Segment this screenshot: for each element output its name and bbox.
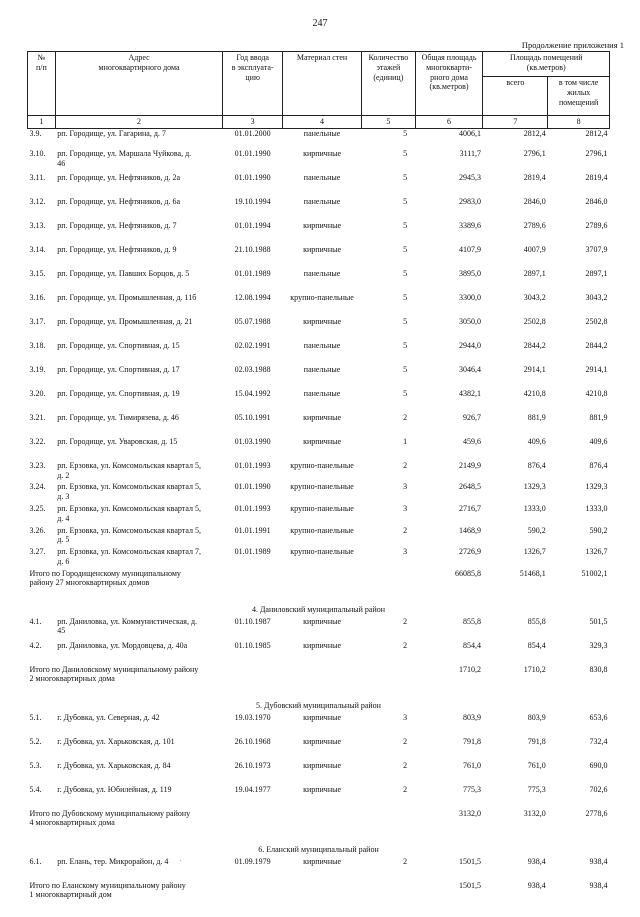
row-number: 3.15. xyxy=(29,268,46,278)
row-all-area: 1326,7 xyxy=(523,547,546,557)
row-floors: 5 xyxy=(403,388,408,398)
table-row xyxy=(28,617,610,641)
row-year: 02.02.1991 xyxy=(234,340,271,350)
total-row xyxy=(28,881,610,917)
row-material: кирпичные xyxy=(303,244,342,254)
row-year: 01.10.1985 xyxy=(234,640,271,650)
row-year: 26.10.1973 xyxy=(234,760,271,770)
row-living-area: 3707,9 xyxy=(585,244,608,254)
row-floors: 5 xyxy=(403,196,408,206)
row-material: кирпичные xyxy=(303,736,342,746)
row-year: 01.01.1994 xyxy=(234,220,271,230)
row-address: рп. Городище, ул. Нефтяников, д. 9 xyxy=(57,244,177,254)
table-row xyxy=(28,365,610,389)
table-row xyxy=(28,317,610,341)
header-premises-area-text: Площадь помещений (кв.метров) xyxy=(509,53,583,72)
row-address: рп. Городище, ул. Гагарина, д. 7 xyxy=(57,128,166,138)
row-living-area: 2846,0 xyxy=(585,196,608,206)
row-number: 3.17. xyxy=(29,316,46,326)
row-year: 01.01.1993 xyxy=(234,503,271,513)
row-year: 21.10.1988 xyxy=(234,244,271,254)
row-living-area: 1329,3 xyxy=(585,482,608,492)
row-address: рп. Ерзовка, ул. Комсомольская квартал 5, д. 4 xyxy=(57,503,201,523)
row-year: 05.10.1991 xyxy=(234,412,271,422)
row-number: 5.2. xyxy=(29,736,42,746)
row-material: панельные xyxy=(303,128,341,138)
table-row xyxy=(28,389,610,413)
header-year xyxy=(223,52,283,116)
row-all-area: 2812,4 xyxy=(523,128,546,138)
row-living-area: 702,6 xyxy=(589,784,608,794)
row-address: рп. Городище, ул. Спортивная, д. 15 xyxy=(57,340,180,350)
table-row xyxy=(28,761,610,785)
row-living-area: 409,6 xyxy=(589,436,608,446)
row-floors: 5 xyxy=(403,268,408,278)
row-floors: 5 xyxy=(403,128,408,138)
header-living xyxy=(548,77,610,116)
row-floors: 5 xyxy=(403,292,408,302)
total-area: 66085,8 xyxy=(454,568,481,578)
table-row xyxy=(28,269,610,293)
header-material xyxy=(282,52,361,116)
row-material: панельные xyxy=(303,172,341,182)
row-all-area: 590,2 xyxy=(527,525,546,535)
header-total-area-text: Общая площадь многокварти- рного дома (кв.метров) xyxy=(421,53,477,92)
row-number: 3.20. xyxy=(29,388,46,398)
row-number: 6.1. xyxy=(29,856,42,866)
row-material: крупно-панельные xyxy=(290,292,354,302)
table-row xyxy=(28,149,610,173)
row-year: 05.07.1988 xyxy=(234,316,271,326)
row-material: кирпичные xyxy=(303,220,342,230)
table-row xyxy=(28,245,610,269)
row-number: 5.3. xyxy=(29,760,42,770)
row-year: 01.01.1989 xyxy=(234,268,271,278)
row-material: кирпичные xyxy=(303,316,342,326)
row-number: 3.19. xyxy=(29,364,46,374)
row-floors: 5 xyxy=(403,172,408,182)
table-row xyxy=(28,197,610,221)
row-floors: 2 xyxy=(403,616,408,626)
section-title: 4. Даниловский муниципальный район xyxy=(251,604,386,614)
row-floors: 2 xyxy=(403,640,408,650)
row-total-area: 4107,9 xyxy=(458,244,481,254)
row-address: рп. Городище, ул. Промышленная, д. 11б xyxy=(57,292,197,302)
row-address: рп. Городище, ул. Нефтяников, д. 6а xyxy=(57,196,181,206)
row-living-area: 2796,1 xyxy=(585,148,608,158)
row-year: 01.01.1990 xyxy=(234,172,271,182)
row-material: панельные xyxy=(303,340,341,350)
row-floors: 2 xyxy=(403,784,408,794)
row-living-area: 501,5 xyxy=(589,616,608,626)
row-material: панельные xyxy=(303,268,341,278)
row-total-area: 3046,4 xyxy=(458,364,481,374)
row-living-area: 732,4 xyxy=(589,736,608,746)
colnum-1: 1 xyxy=(28,116,56,129)
row-living-area: 2789,6 xyxy=(585,220,608,230)
row-all-area: 854,4 xyxy=(527,640,546,650)
row-floors: 5 xyxy=(403,340,408,350)
row-number: 3.13. xyxy=(29,220,46,230)
row-material: кирпичные xyxy=(303,616,342,626)
table-row xyxy=(28,341,610,365)
header-year-text: Год ввода в эксплуата- цию xyxy=(231,53,274,82)
row-floors: 5 xyxy=(403,364,408,374)
row-material: крупно-панельные xyxy=(290,482,354,492)
row-floors: 3 xyxy=(403,503,408,513)
header-number-text: № п/п xyxy=(35,53,47,72)
row-total-area: 2983,0 xyxy=(458,196,481,206)
row-living-area: 876,4 xyxy=(589,460,608,470)
row-all-area: 761,0 xyxy=(527,760,546,770)
row-total-area: 2944,0 xyxy=(458,340,481,350)
row-total-area: 4382,1 xyxy=(458,388,481,398)
row-all-area: 876,4 xyxy=(527,460,546,470)
row-year: 19.04.1977 xyxy=(234,784,271,794)
row-total-area: 791,8 xyxy=(462,736,481,746)
row-number: 3.9. xyxy=(29,128,42,138)
row-all-area: 4210,8 xyxy=(523,388,546,398)
row-floors: 5 xyxy=(403,244,408,254)
row-total-area: 775,3 xyxy=(462,784,481,794)
row-living-area: 653,6 xyxy=(589,712,608,722)
row-number: 3.18. xyxy=(29,340,46,350)
total-area: 1710,2 xyxy=(458,664,481,674)
row-floors: 2 xyxy=(403,856,408,866)
row-total-area: 2648,5 xyxy=(458,482,481,492)
table-row xyxy=(28,128,610,149)
row-living-area: 2502,8 xyxy=(585,316,608,326)
row-all-area: 4007,9 xyxy=(523,244,546,254)
row-address: рп. Городище, ул. Спортивная, д. 17 xyxy=(57,364,180,374)
row-address: рп. Ерзовка, ул. Комсомольская квартал 7, д. 6 xyxy=(57,547,201,566)
row-year: 19.03.1970 xyxy=(234,712,271,722)
row-floors: 3 xyxy=(403,547,408,557)
row-number: 5.4. xyxy=(29,784,42,794)
row-total-area: 3050,0 xyxy=(458,316,481,326)
row-material: панельные xyxy=(303,196,341,206)
total-living-area: 830,8 xyxy=(589,664,608,674)
row-address: рп. Городище, ул. Нефтяников, д. 2а xyxy=(57,172,181,182)
continuation-label: Продолжение приложения 1 xyxy=(521,40,624,50)
total-all-area: 1710,2 xyxy=(523,664,546,674)
total-all-area: 938,4 xyxy=(527,880,546,890)
row-material: крупно-панельные xyxy=(290,547,354,557)
total-area: 3132,0 xyxy=(458,808,481,818)
total-label: Итого по Даниловскому муниципальному району 2 многоквартирных дома xyxy=(29,664,199,684)
row-number: 3.10. xyxy=(29,148,46,158)
row-material: кирпичные xyxy=(303,148,342,158)
colnum-3: 3 xyxy=(223,116,283,129)
row-living-area: 2844,2 xyxy=(585,340,608,350)
header-all xyxy=(483,77,548,116)
row-all-area: 2897,1 xyxy=(523,268,546,278)
row-number: 3.23. xyxy=(29,460,46,470)
row-living-area: 2897,1 xyxy=(585,268,608,278)
total-living-area: 51002,1 xyxy=(581,568,608,578)
row-all-area: 409,6 xyxy=(527,436,546,446)
row-material: панельные xyxy=(303,364,341,374)
section-title: 6. Еланский муниципальный район xyxy=(258,844,379,854)
row-number: 3.16. xyxy=(29,292,46,302)
row-material: крупно-панельные xyxy=(290,525,354,535)
row-address: рп. Городище, ул. Маршала Чуйкова, д. 46 xyxy=(57,148,192,168)
row-living-area: 1326,7 xyxy=(585,547,608,557)
page-number: 247 xyxy=(312,18,328,29)
row-floors: 3 xyxy=(403,482,408,492)
table-row xyxy=(28,413,610,437)
row-living-area: 881,9 xyxy=(589,412,608,422)
row-address: рп. Ерзовка, ул. Комсомольская квартал 5, д. 2 xyxy=(57,460,201,480)
row-total-area: 3111,7 xyxy=(459,148,481,158)
header-address-text: Адрес многоквартирного дома xyxy=(98,53,180,72)
row-number: 3.11. xyxy=(29,172,46,182)
row-address: рп. Городище, ул. Спортивная, д. 19 xyxy=(57,388,180,398)
table-row xyxy=(28,221,610,245)
total-label: Итого по Еланскому муниципальному району 1 многоквартирный дом xyxy=(29,880,186,900)
colnum-6: 6 xyxy=(415,116,483,129)
row-year: 26.10.1968 xyxy=(234,736,271,746)
total-living-area: 938,4 xyxy=(589,880,608,890)
row-living-area: 2819,4 xyxy=(585,172,608,182)
row-all-area: 791,8 xyxy=(527,736,546,746)
row-living-area: 329,3 xyxy=(589,640,608,650)
row-address: рп. Городище, ул. Нефтяников, д. 7 xyxy=(57,220,177,230)
header-number xyxy=(28,52,56,116)
row-address: рп. Городище, ул. Промышленная, д. 21 xyxy=(57,316,193,326)
row-all-area: 1329,3 xyxy=(523,482,546,492)
row-total-area: 2726,9 xyxy=(458,547,481,557)
row-all-area: 2502,8 xyxy=(523,316,546,326)
row-total-area: 803,9 xyxy=(462,712,481,722)
row-all-area: 3043,2 xyxy=(523,292,546,302)
table-body xyxy=(28,128,610,916)
row-year: 01.01.1991 xyxy=(234,525,271,535)
table-row xyxy=(28,547,610,569)
section-row xyxy=(28,605,610,617)
row-material: кирпичные xyxy=(303,640,342,650)
row-floors: 2 xyxy=(403,525,408,535)
total-row xyxy=(28,809,610,845)
row-floors: 2 xyxy=(403,460,408,470)
row-living-area: 1333,0 xyxy=(585,503,608,513)
row-address: рп. Ерзовка, ул. Комсомольская квартал 5, д. 5 xyxy=(57,525,201,545)
row-total-area: 854,4 xyxy=(462,640,481,650)
row-year: 01.03.1990 xyxy=(234,436,271,446)
row-total-area: 3300,0 xyxy=(458,292,481,302)
row-year: 02.03.1988 xyxy=(234,364,271,374)
row-all-area: 2796,1 xyxy=(523,148,546,158)
row-total-area: 2149,9 xyxy=(458,460,481,470)
row-all-area: 2789,6 xyxy=(523,220,546,230)
section-row xyxy=(28,845,610,857)
section-row xyxy=(28,701,610,713)
table-row xyxy=(28,482,610,504)
row-all-area: 803,9 xyxy=(527,712,546,722)
row-living-area: 2914,1 xyxy=(585,364,608,374)
row-number: 4.1. xyxy=(29,616,42,626)
colnum-4: 4 xyxy=(282,116,361,129)
row-material: кирпичные xyxy=(303,436,342,446)
colnum-5: 5 xyxy=(362,116,415,129)
row-year: 01.01.1990 xyxy=(234,148,271,158)
footer-dot: . xyxy=(180,857,182,863)
table-row xyxy=(28,526,610,548)
table-row xyxy=(28,504,610,526)
table-row xyxy=(28,461,610,483)
colnum-8: 8 xyxy=(548,116,610,129)
row-all-area: 1333,0 xyxy=(523,503,546,513)
row-address: рп. Ерзовка, ул. Комсомольская квартал 5, д. 3 xyxy=(57,482,201,502)
row-address: рп. Елань, тер. Микрорайон, д. 4 xyxy=(57,856,169,866)
row-living-area: 590,2 xyxy=(589,525,608,535)
row-material: кирпичные xyxy=(303,856,342,866)
row-living-area: 4210,8 xyxy=(585,388,608,398)
row-floors: 5 xyxy=(403,316,408,326)
header-material-text: Материал стен xyxy=(296,53,348,62)
row-living-area: 938,4 xyxy=(589,856,608,866)
table-row xyxy=(28,293,610,317)
section-title: 5. Дубовский муниципальный район xyxy=(256,700,381,710)
row-all-area: 2819,4 xyxy=(523,172,546,182)
header-row xyxy=(28,52,610,77)
table-row xyxy=(28,857,610,881)
row-all-area: 855,8 xyxy=(527,616,546,626)
row-living-area: 3043,2 xyxy=(585,292,608,302)
row-total-area: 1468,9 xyxy=(458,525,481,535)
row-floors: 1 xyxy=(403,436,408,446)
row-number: 3.14. xyxy=(29,244,46,254)
row-living-area: 2812,4 xyxy=(585,128,608,138)
row-address: рп. Даниловка, ул. Коммунистическая, д. 45 xyxy=(57,616,198,636)
row-floors: 2 xyxy=(403,412,408,422)
row-all-area: 2846,0 xyxy=(523,196,546,206)
row-number: 3.26. xyxy=(29,525,46,535)
row-year: 15.04.1992 xyxy=(234,388,271,398)
row-year: 01.01.1989 xyxy=(234,547,271,557)
row-total-area: 1501,5 xyxy=(458,856,481,866)
total-all-area: 51468,1 xyxy=(519,568,546,578)
total-row xyxy=(28,569,610,605)
total-area: 1501,5 xyxy=(458,880,481,890)
row-all-area: 881,9 xyxy=(527,412,546,422)
row-year: 01.09.1979 xyxy=(234,856,271,866)
table-row xyxy=(28,785,610,809)
row-year: 19.10.1994 xyxy=(234,196,271,206)
colnum-7: 7 xyxy=(483,116,548,129)
row-floors: 2 xyxy=(403,760,408,770)
row-number: 3.25. xyxy=(29,503,46,513)
row-total-area: 459,6 xyxy=(462,436,481,446)
total-living-area: 2778,6 xyxy=(585,808,608,818)
column-number-row xyxy=(28,116,610,129)
row-number: 4.2. xyxy=(29,640,42,650)
row-total-area: 2945,3 xyxy=(458,172,481,182)
header-address xyxy=(55,52,223,116)
row-floors: 2 xyxy=(403,736,408,746)
row-number: 5.1. xyxy=(29,712,42,722)
row-year: 12.08.1994 xyxy=(234,292,271,302)
table-row xyxy=(28,641,610,665)
housing-table xyxy=(27,51,610,917)
row-total-area: 761,0 xyxy=(462,760,481,770)
total-all-area: 3132,0 xyxy=(523,808,546,818)
row-total-area: 2716,7 xyxy=(458,503,481,513)
row-total-area: 855,8 xyxy=(462,616,481,626)
row-living-area: 690,0 xyxy=(589,760,608,770)
row-material: кирпичные xyxy=(303,412,342,422)
total-label: Итого по Дубовскому муниципальному району 4 многоквартирных дома xyxy=(29,808,191,828)
row-number: 3.27. xyxy=(29,547,46,557)
row-address: г. Дубовка, ул. Харьковская, д. 101 xyxy=(57,736,175,746)
row-year: 01.01.1993 xyxy=(234,460,271,470)
total-row xyxy=(28,665,610,701)
header-all-text: всего xyxy=(506,78,525,87)
row-material: кирпичные xyxy=(303,712,342,722)
table-row xyxy=(28,437,610,461)
row-material: крупно-панельные xyxy=(290,460,354,470)
row-address: рп. Городище, ул. Уваровская, д. 15 xyxy=(57,436,178,446)
row-address: г. Дубовка, ул. Северная, д. 42 xyxy=(57,712,160,722)
row-year: 01.01.1990 xyxy=(234,482,271,492)
row-material: кирпичные xyxy=(303,784,342,794)
header-living-text: в том числе жилых помещений xyxy=(558,78,599,107)
header-total-area xyxy=(415,52,483,116)
table-row xyxy=(28,713,610,737)
row-number: 3.22. xyxy=(29,436,46,446)
row-material: панельные xyxy=(303,388,341,398)
row-floors: 5 xyxy=(403,220,408,230)
row-total-area: 3389,6 xyxy=(458,220,481,230)
row-all-area: 2844,2 xyxy=(523,340,546,350)
row-address: рп. Даниловка, ул. Мордовцева, д. 40а xyxy=(57,640,188,650)
row-number: 3.24. xyxy=(29,482,46,492)
row-year: 01.01.2000 xyxy=(234,128,271,138)
row-address: рп. Городище, ул. Тимирязева, д. 46 xyxy=(57,412,179,422)
row-total-area: 926,7 xyxy=(462,412,481,422)
row-year: 01.10.1987 xyxy=(234,616,271,626)
header-floors xyxy=(362,52,415,116)
header-premises-area xyxy=(483,52,610,77)
row-address: рп. Городище, ул. Павших Борцов, д. 5 xyxy=(57,268,190,278)
row-address: г. Дубовка, ул. Юбилейная, д. 119 xyxy=(57,784,172,794)
row-material: кирпичные xyxy=(303,760,342,770)
row-all-area: 938,4 xyxy=(527,856,546,866)
row-number: 3.12. xyxy=(29,196,46,206)
row-all-area: 2914,1 xyxy=(523,364,546,374)
row-material: крупно-панельные xyxy=(290,503,354,513)
table-row xyxy=(28,173,610,197)
total-label: Итого по Городищенскому муниципальному району 27 многоквартирных домов xyxy=(29,568,181,588)
row-number: 3.21. xyxy=(29,412,46,422)
colnum-2: 2 xyxy=(55,116,223,129)
table-row xyxy=(28,737,610,761)
row-floors: 3 xyxy=(403,712,408,722)
row-floors: 5 xyxy=(403,148,408,158)
row-address: г. Дубовка, ул. Харьковская, д. 84 xyxy=(57,760,171,770)
row-total-area: 3895,0 xyxy=(458,268,481,278)
header-floors-text: Количество этажей (единиц) xyxy=(368,53,409,82)
row-total-area: 4006,1 xyxy=(458,128,481,138)
row-all-area: 775,3 xyxy=(527,784,546,794)
